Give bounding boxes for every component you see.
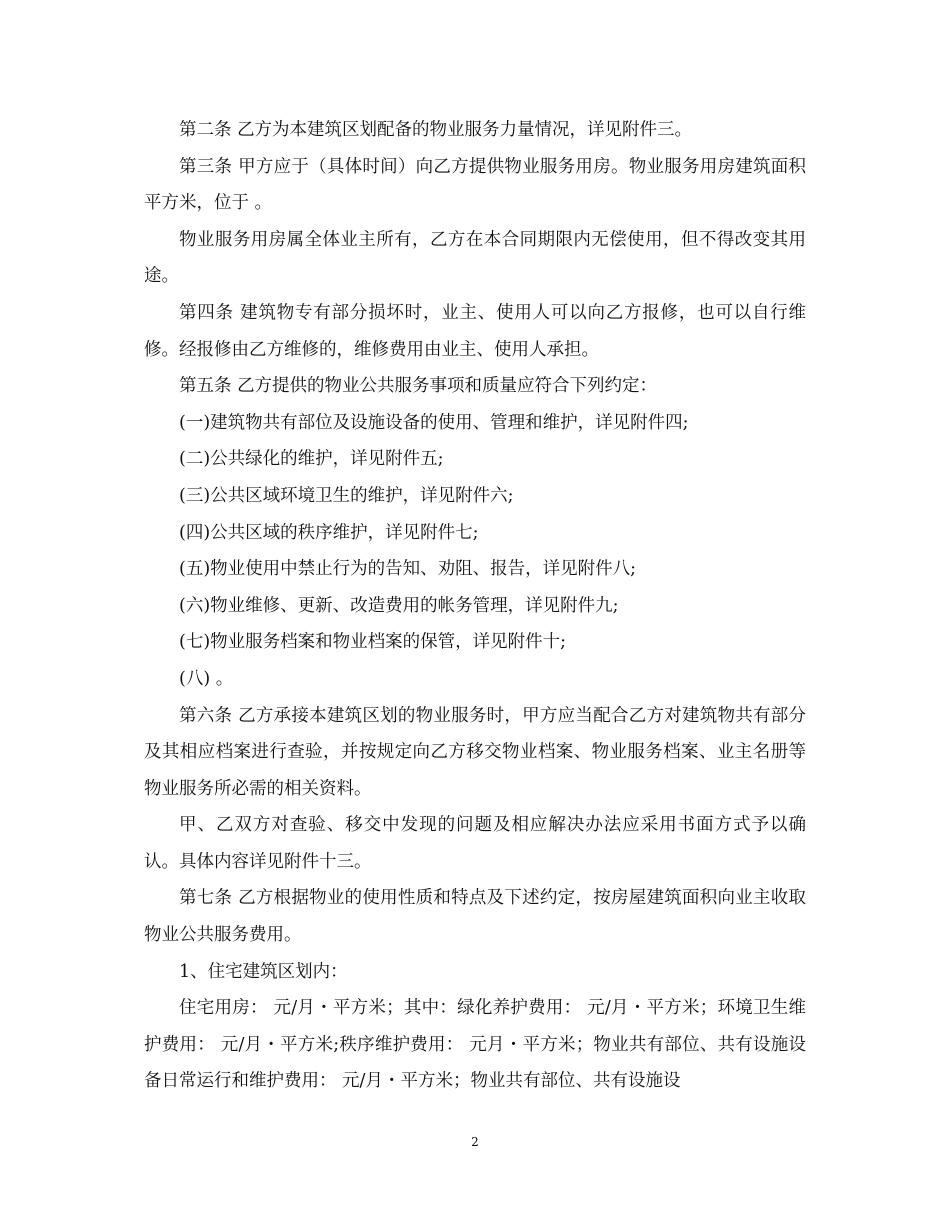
list-item-8: (八) 。 xyxy=(179,668,234,689)
paragraph-article-2: 第二条 乙方为本建筑区划配备的物业服务力量情况，详见附件三。 xyxy=(179,120,693,140)
paragraph-residential-heading: 1、住宅建筑区划内： xyxy=(179,961,348,982)
paragraph-article-7: 第七条 乙方根据物业的使用性质和特点及下述约定，按房屋建筑面积向业主收取物业公共服务费用。 xyxy=(144,888,806,946)
paragraph-article-6: 第六条 乙方承接本建筑区划的物业服务时，甲方应当配合乙方对建筑物共有部分及其相应档案进行查验，并按规定向乙方移交物业档案、物业服务档案、业主名册等物业服务所必需的相关资料。 xyxy=(144,705,806,799)
list-item-5: (五)物业使用中禁止行为的告知、劝阻、报告，详见附件八; xyxy=(179,559,637,580)
paragraph-article-4: 第四条 建筑物专有部分损坏时，业主、使用人可以向乙方报修，也可以自行维修。经报修由乙方维修的，维修费用由业主、使用人承担。 xyxy=(144,302,806,360)
paragraph-article-3: 第三条 甲方应于（具体时间）向乙方提供物业服务用房。物业服务用房建筑面积 平方米，位于 。 xyxy=(144,156,806,214)
page-number: 2 xyxy=(471,1135,479,1149)
list-item-3: (三)公共区域环境卫生的维护，详见附件六; xyxy=(179,485,514,506)
paragraph-residential-fees: 住宅用房： 元/月・平方米；其中：绿化养护费用： 元/月・平方米；环境卫生维护费用： 元/月・平方米;秩序维护费用： 元月・平方米；物业共有部位、共有设施设备日常运行和维护费用： 元/月・平方米；物业共有部位、共有设施设 xyxy=(144,998,806,1092)
paragraph-article-5: 第五条 乙方提供的物业公共服务事项和质量应符合下列约定： xyxy=(179,376,658,397)
contract-body xyxy=(144,112,806,1100)
paragraph-inspection-confirmation: 甲、乙双方对查验、移交中发现的问题及相应解决办法应采用书面方式予以确认。具体内容详见附件十三。 xyxy=(144,815,806,872)
list-item-7: (七)物业服务档案和物业档案的保管，详见附件十; xyxy=(179,632,567,653)
list-item-1: (一)建筑物共有部位及设施设备的使用、管理和维护，详见附件四; xyxy=(179,412,689,433)
list-item-4: (四)公共区域的秩序维护，详见附件七; xyxy=(179,522,479,543)
list-item-2: (二)公共绿化的维护，详见附件五; xyxy=(179,449,444,470)
list-item-6: (六)物业维修、更新、改造费用的帐务管理，详见附件九; xyxy=(179,595,619,616)
paragraph-service-room-ownership: 物业服务用房属全体业主所有，乙方在本合同期限内无偿使用，但不得改变其用途。 xyxy=(144,229,806,287)
